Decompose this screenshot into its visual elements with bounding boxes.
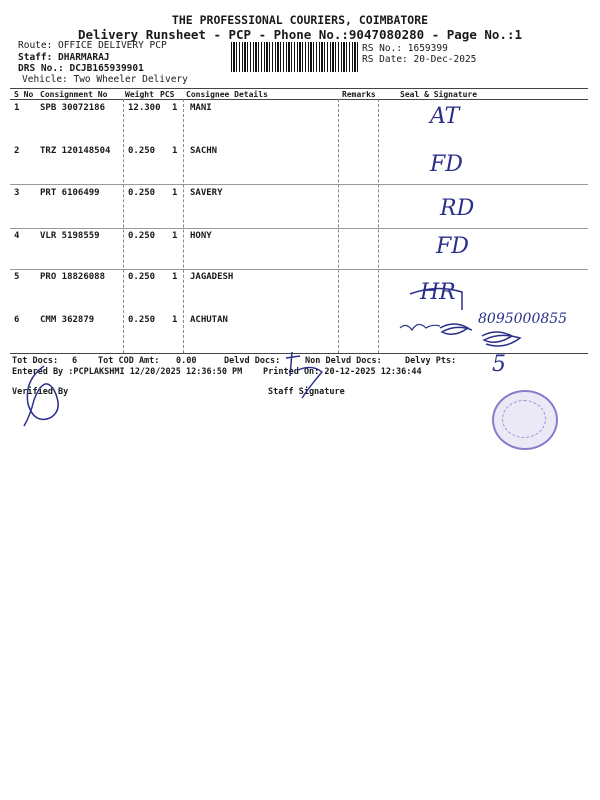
row-consignee: SAVERY <box>190 188 223 198</box>
row-pcs: 1 <box>172 103 178 113</box>
row-divider <box>10 269 588 270</box>
row-consignee: SACHN <box>190 146 218 156</box>
row-sno: 3 <box>14 188 20 198</box>
handwritten-signature: RD <box>440 196 475 221</box>
row-pcs: 1 <box>172 188 178 198</box>
row-weight: 0.250 <box>128 146 156 156</box>
row-pcs: 1 <box>172 231 178 241</box>
rs-number: RS No.: 1659399 <box>362 43 448 54</box>
verified-signature-scribble <box>14 360 74 430</box>
row-consignee: MANI <box>190 103 212 113</box>
col-header-weight: Weight <box>125 90 154 99</box>
col-header-seal: Seal & Signature <box>400 90 478 99</box>
row-weight: 0.250 <box>128 272 156 282</box>
row-consignment: PRO 18826088 <box>40 272 106 282</box>
col-header-sno: S No <box>14 90 34 99</box>
handwritten-signature: HR <box>420 280 456 305</box>
row-sno: 1 <box>14 103 20 113</box>
row-weight: 0.250 <box>128 188 156 198</box>
column-divider <box>378 99 379 353</box>
row-consignment: TRZ 120148504 <box>40 146 111 156</box>
row-weight: 12.300 <box>128 103 161 113</box>
row-sno: 4 <box>14 231 20 241</box>
staff-signature-scribble <box>292 362 332 402</box>
staff-label: Staff: DHARMARAJ <box>18 52 110 63</box>
table-header-rule <box>10 99 588 100</box>
handwritten-signature: FD <box>430 152 463 177</box>
table-top-rule <box>10 88 588 89</box>
staff-signature-label: Staff Signature <box>268 387 345 397</box>
row-pcs: 1 <box>172 146 178 156</box>
col-header-consignee: Consignee Details <box>186 90 268 99</box>
signature-scribbles <box>396 280 576 355</box>
row-pcs: 1 <box>172 272 178 282</box>
tot-docs-value: 6 <box>72 356 78 366</box>
row-pcs: 1 <box>172 315 178 325</box>
row-consignment: SPB 30072186 <box>40 103 106 113</box>
barcode <box>231 42 358 72</box>
runsheet-subtitle: Delivery Runsheet - PCP - Phone No.:9047080280 - Page No.:1 <box>77 27 522 42</box>
tot-cod-value: 0.00 <box>176 356 197 366</box>
vehicle-label: Vehicle: Two Wheeler Delivery <box>22 74 188 85</box>
tot-cod-label: Tot COD Amt: <box>98 356 160 366</box>
row-consignment: PRT 6106499 <box>40 188 100 198</box>
col-header-pcs: PCS <box>160 90 175 99</box>
stamp-inner-ring <box>502 400 546 438</box>
entered-by: Entered By :PCPLAKSHMI 12/20/2025 12:36:50 PM <box>12 367 243 377</box>
row-consignee: HONY <box>190 231 212 241</box>
row-weight: 0.250 <box>128 231 156 241</box>
non-delvd-docs-label: Non Delvd Docs: <box>305 356 382 366</box>
delvd-docs-label: Delvd Docs: <box>224 356 281 366</box>
row-consignee: ACHUTAN <box>190 315 228 325</box>
row-sno: 6 <box>14 315 20 325</box>
row-sno: 5 <box>14 272 20 282</box>
row-sno: 2 <box>14 146 20 156</box>
company-title: THE PROFESSIONAL COURIERS, COIMBATORE <box>171 13 429 27</box>
row-divider <box>10 184 588 185</box>
handwritten-delvy-pts: 5 <box>492 352 506 377</box>
column-divider <box>123 99 124 353</box>
col-header-consignment: Consignment No <box>40 90 108 99</box>
row-divider <box>10 228 588 229</box>
row-consignment: CMM 362879 <box>40 315 95 325</box>
column-divider <box>338 99 339 353</box>
row-consignment: VLR 5198559 <box>40 231 100 241</box>
handwritten-signature: AT <box>430 104 460 129</box>
drs-label: DRS No.: DCJB165939901 <box>18 63 144 74</box>
col-header-remarks: Remarks <box>342 90 376 99</box>
printed-on: Printed On: 20-12-2025 12:36:44 <box>263 367 422 377</box>
handwritten-phone: 8095000855 <box>478 311 568 327</box>
handwritten-signature: FD <box>436 234 469 259</box>
row-consignee: JAGADESH <box>190 272 234 282</box>
delvy-pts-label: Delvy Pts: <box>405 356 457 366</box>
route-label: Route: OFFICE DELIVERY PCP <box>18 40 167 51</box>
rs-date: RS Date: 20-Dec-2025 <box>362 54 477 65</box>
verified-by-label: Verified By <box>12 387 69 397</box>
tot-docs-label: Tot Docs: <box>12 356 59 366</box>
row-weight: 0.250 <box>128 315 156 325</box>
column-divider <box>183 99 184 353</box>
office-stamp <box>492 390 558 450</box>
